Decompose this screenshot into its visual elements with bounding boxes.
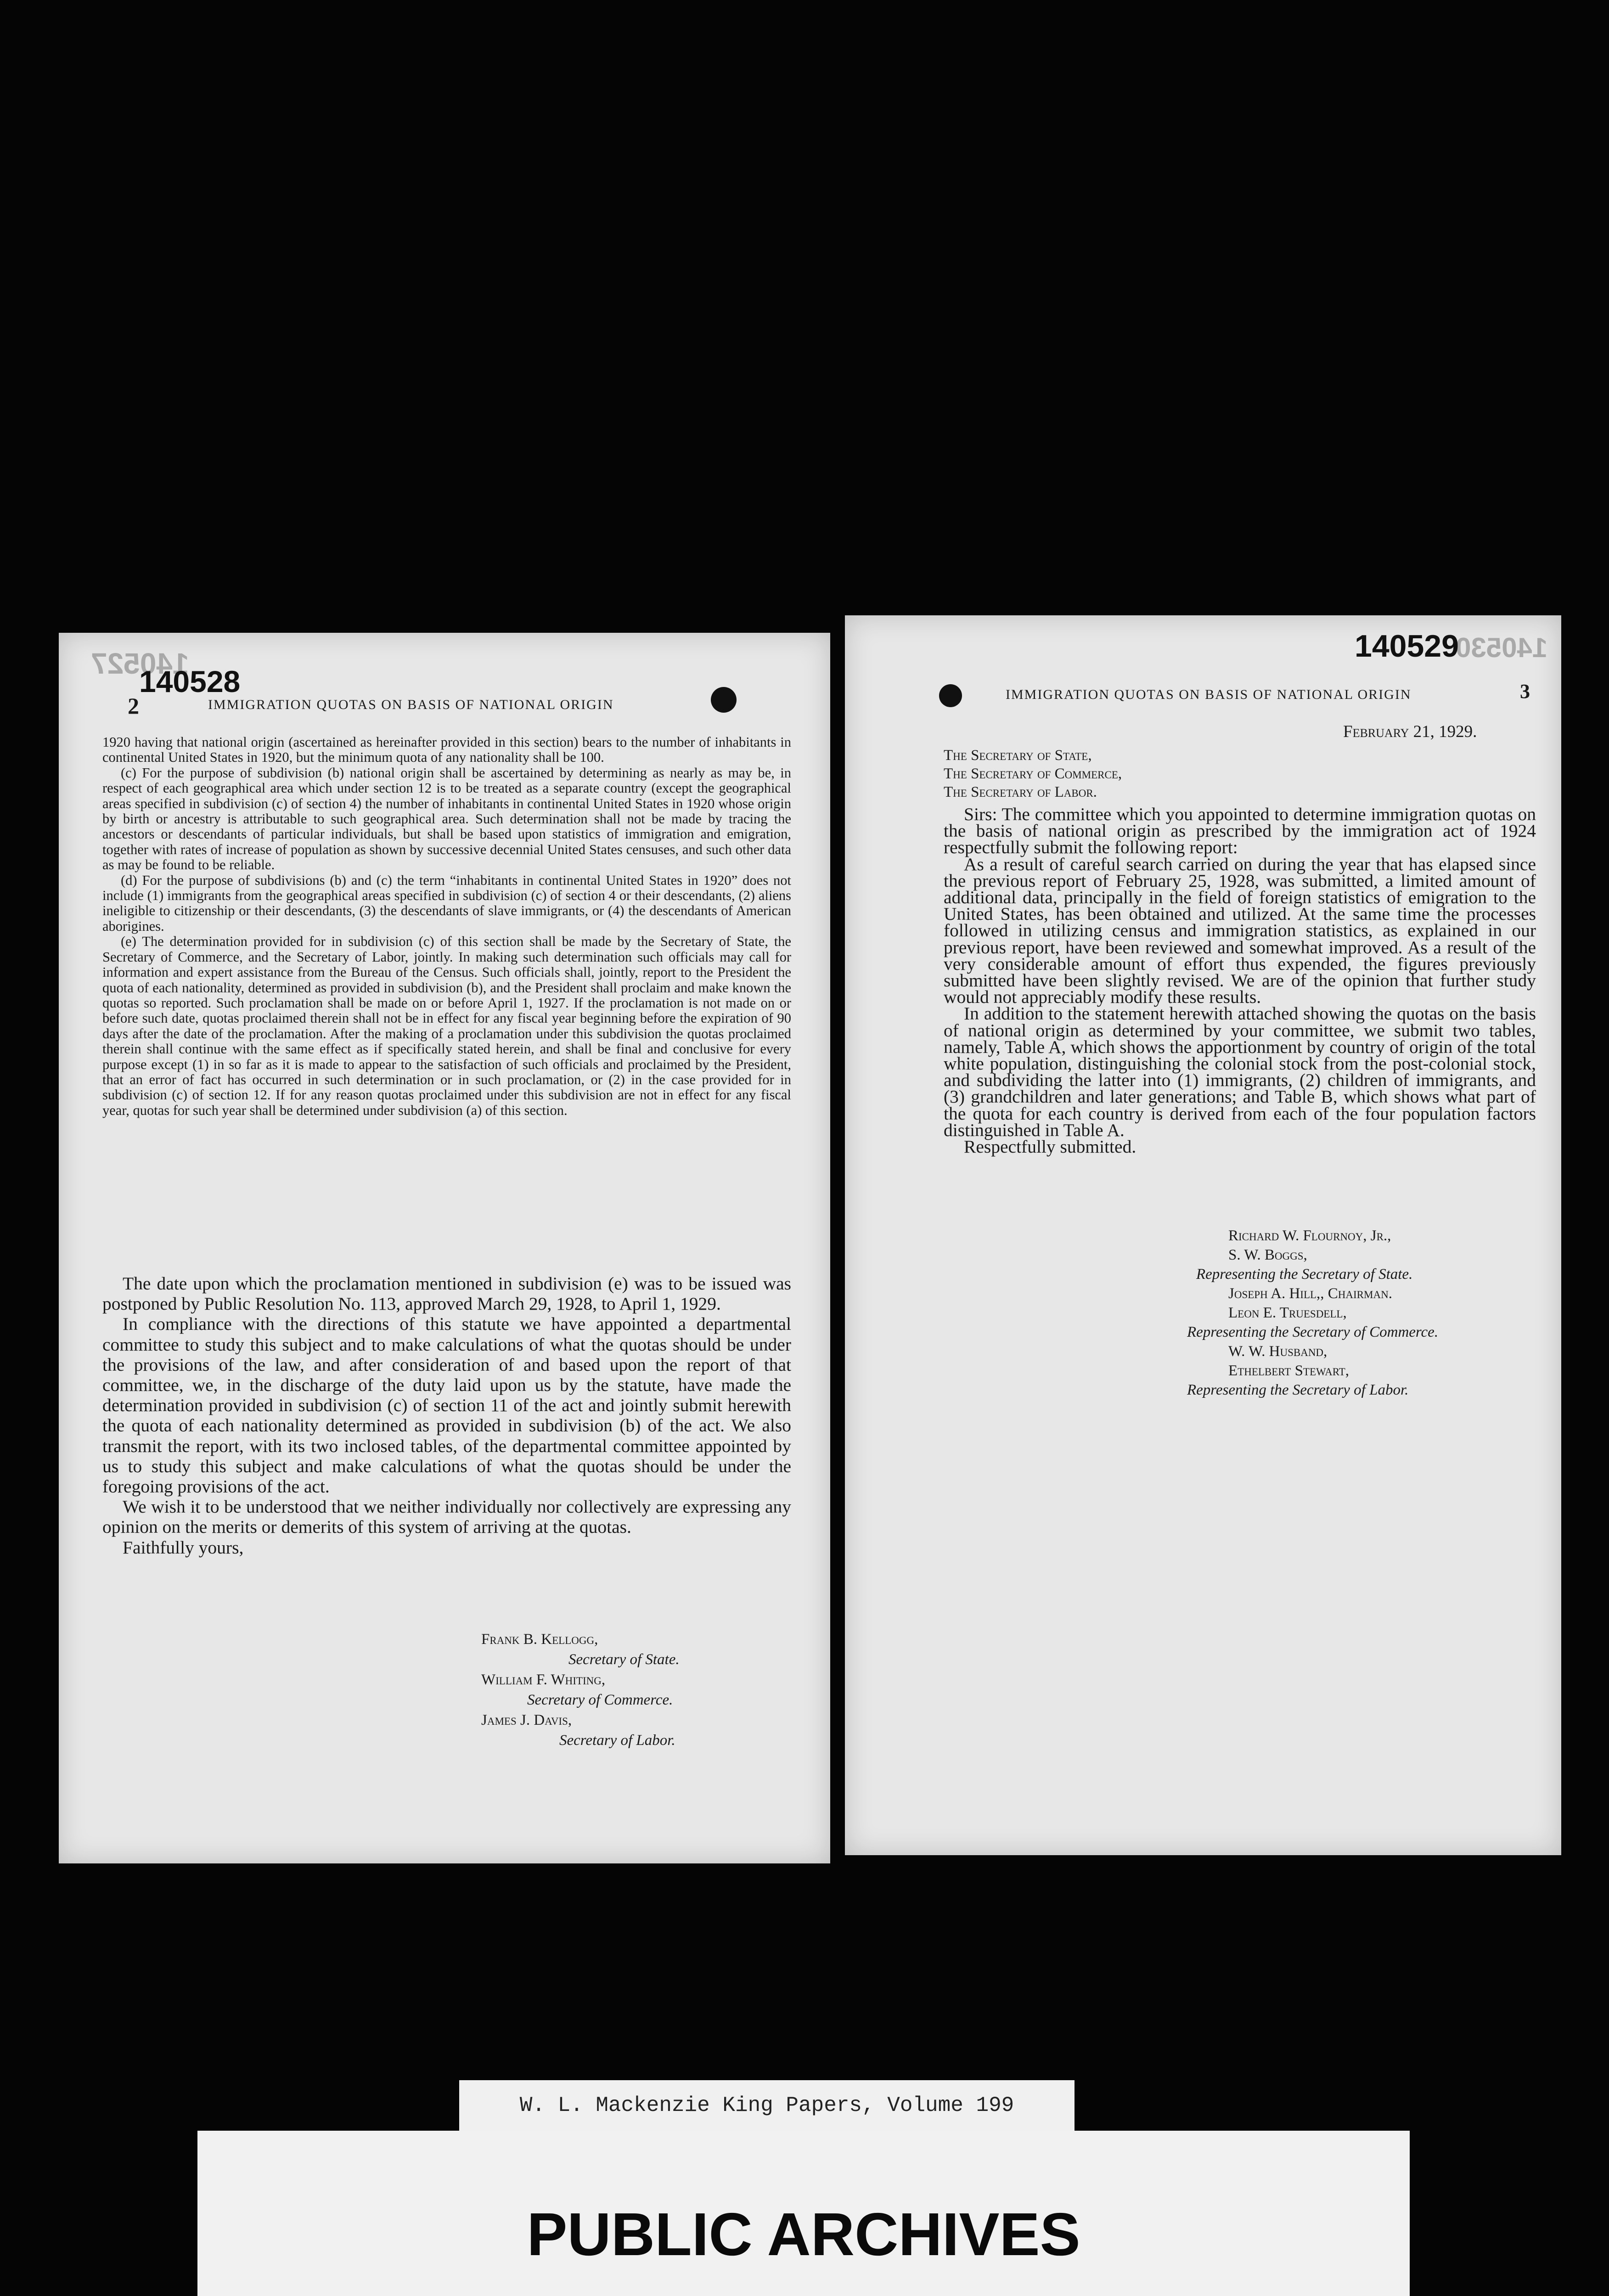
archive-label-line-1: PUBLIC ARCHIVES — [527, 2200, 1080, 2268]
signature-whiting: William F. Whiting, Secretary of Commerce. — [481, 1671, 673, 1708]
report-paragraph: In addition to the statement herewith attached showing the quotas on the basis of national origin as determined by your committee, we submit two tables, namely, Table A, which shows the apportionment by country of origin of the total white population, distinguishing the colonial stock from the post-colonial stock, and subdividing the latter into (1) immigrants, (2) children of immigrants, and (3) grandchildren and later generations; and Table B, which shows what part of the quota for each country is derived from each of the four population factors distinguished in Table A. — [944, 1003, 1536, 1140]
mirrored-stamp-number: 140527 — [91, 647, 189, 680]
collection-label-text: W. L. Mackenzie King Papers, Volume 199 — [519, 2093, 1014, 2117]
page-number: 3 — [1520, 680, 1530, 703]
mirrored-stamp-number: 140530 — [1456, 632, 1548, 663]
right-document-page — [845, 615, 1561, 1855]
left-document-page — [59, 633, 830, 1863]
closing: Respectfully submitted. — [964, 1137, 1136, 1157]
archive-stamp-number: 140529 — [1355, 629, 1459, 664]
statute-paragraph: (c) For the purpose of subdivision (b) national origin shall be ascertained by determining as nearly as may be, in respect of each geographical area which under section 12 is to be treated as a separate country (except the geographical areas specified in subdivision (c) of section 4) the number of inhabitants in continental United States in 1920 whose origin by birth or ancestry is attributable to such geographical area. Such determination shall not be made by tracing the ancestors or descendants of particular individuals, but shall be based upon statistics of immigration and emigration, together with rates of increase of population as shown by successive decennial United States censuses, and such other data as may be found to be reliable. — [102, 765, 791, 873]
running-head: IMMIGRATION QUOTAS ON BASIS OF NATIONAL ORIGIN — [208, 697, 614, 712]
addressee-line: The Secretary of State, — [944, 747, 1092, 764]
statute-paragraph: 1920 having that national origin (ascertained as hereinafter provided in this section) bears to the number of inhabitants in continental United States in 1920, but the minimum quota of any nationality shall be 100. — [102, 734, 791, 765]
addressee-line: The Secretary of Commerce, — [944, 765, 1122, 782]
statute-paragraph: (e) The determination provided for in subdivision (c) of this section shall be made by the Secretary of State, the Secretary of Commerce, and the Secretary of Labor, jointly. In making such determination such officials may call for information and expert assistance from the Bureau of the Census. Such officials shall, jointly, report to the President the quota of each nationality, determined as provided in subdivision (b), and the President shall proclaim and make known the quotas so reported. Such proclamation shall be made on or before April 1, 1927. If the proclamation is not made on or before such date, quotas proclaimed therein shall not be in effect for any fiscal year beginning before the expiration of 90 days after the date of the proclamation. After the making of a proclamation under this subdivision the quotas proclaimed therein shall continue with the same effect as if specifically stated herein, and shall be final and conclusive for every purpose except (1) in so far as it is made to appear to the satisfaction of such officials and proclaimed by the President, that an error of fact has occurred in such determination or in such proclamation, or (2) in the case provided for in subdivision (c) of section 12. If for any reason quotas proclaimed under this subdivision are not in effect for any fiscal year, quotas for such year shall be determined under subdivision (a) of this section. — [102, 934, 791, 1118]
closing: Faithfully yours, — [123, 1537, 244, 1558]
committee-signatures: Richard W. Flournoy, Jr., S. W. Boggs, Representing the Secretary of State. Joseph A. Hill,, Chairman. Leon E. Truesdell, Representing the Secretary of Commerce. W. W. Husband, Ethelbert Stewart, Representing the Secretary of Labor. — [1187, 1227, 1439, 1398]
running-head: IMMIGRATION QUOTAS ON BASIS OF NATIONAL ORIGIN — [1006, 687, 1412, 702]
addressee-line: The Secretary of Labor. — [944, 784, 1097, 800]
signature-davis: James J. Davis, Secretary of Labor. — [481, 1712, 675, 1749]
punch-hole-mark — [939, 684, 962, 707]
page-number: 2 — [128, 693, 139, 719]
archive-label — [197, 2131, 1410, 2296]
report-paragraph: As a result of careful search carried on during the year that has elapsed since the previous report of February 25, 1928, was submitted, a limited amount of additional data, principally in the field of foreign statistics of emigration to the United States, has been obtained and utilized. At the same time the processes followed in utilizing census and immigration statistics, as explained in our previous report, have been reviewed and somewhat improved. As a result of the very considerable amount of effort thus expended, the figures previously submitted have been slightly revised. We are of the opinion that further study would not appreciably modify these results. — [944, 854, 1536, 1007]
report-body — [944, 806, 1536, 1155]
signature-kellogg: Frank B. Kellogg, Secretary of State. — [481, 1631, 680, 1668]
collection-label — [459, 2080, 1075, 2131]
statute-paragraph: (d) For the purpose of subdivisions (b) and (c) the term “inhabitants in continental United States in 1920” does not include (1) immigrants from the geographical areas specified in subdivision (c) of section 4 or their descendants, (2) aliens ineligible to citizenship or their descendants, (3) the descendants of slave immigrants, or (4) the descendants of American aborigines. — [102, 872, 791, 934]
body-paragraph: The date upon which the proclamation mentioned in subdivision (e) was to be issued was postponed by Public Resolution No. 113, approved March 29, 1928, to April 1, 1929. — [102, 1273, 791, 1314]
archive-stamp-number: 140528 — [139, 664, 241, 698]
body-paragraph: We wish it to be understood that we neither individually nor collectively are expressing any opinion on the merits or demerits of this system of arriving at the quotas. — [102, 1497, 791, 1537]
letter-date: February 21, 1929. — [1343, 722, 1477, 741]
addressee-block — [944, 746, 1122, 801]
statute-excerpt — [102, 735, 791, 1118]
punch-hole-mark — [711, 687, 737, 713]
report-paragraph: Sirs: The committee which you appointed to determine immigration quotas on the basis of national origin as prescribed by the immigration act of 1924 respectfully submit the following report: — [944, 804, 1536, 858]
body-paragraph: In compliance with the directions of this statute we have appointed a departmental committee to study this subject and to make calculations of what the quotas should be under the provisions of the law, and after consideration of and based upon the report of that committee, we, in the discharge of the duty laid upon us by the statute, have made the determination provided in subdivision (c) of section 11 of the act and jointly submit herewith the quota of each nationality determined as provided in subdivision (b) of the act. We also transmit the report, with its two inclosed tables, of the departmental committee appointed by us to study this subject and make calculations of what the quotas should be under the foregoing provisions of the act. — [102, 1314, 791, 1497]
letter-body — [102, 1273, 791, 1558]
